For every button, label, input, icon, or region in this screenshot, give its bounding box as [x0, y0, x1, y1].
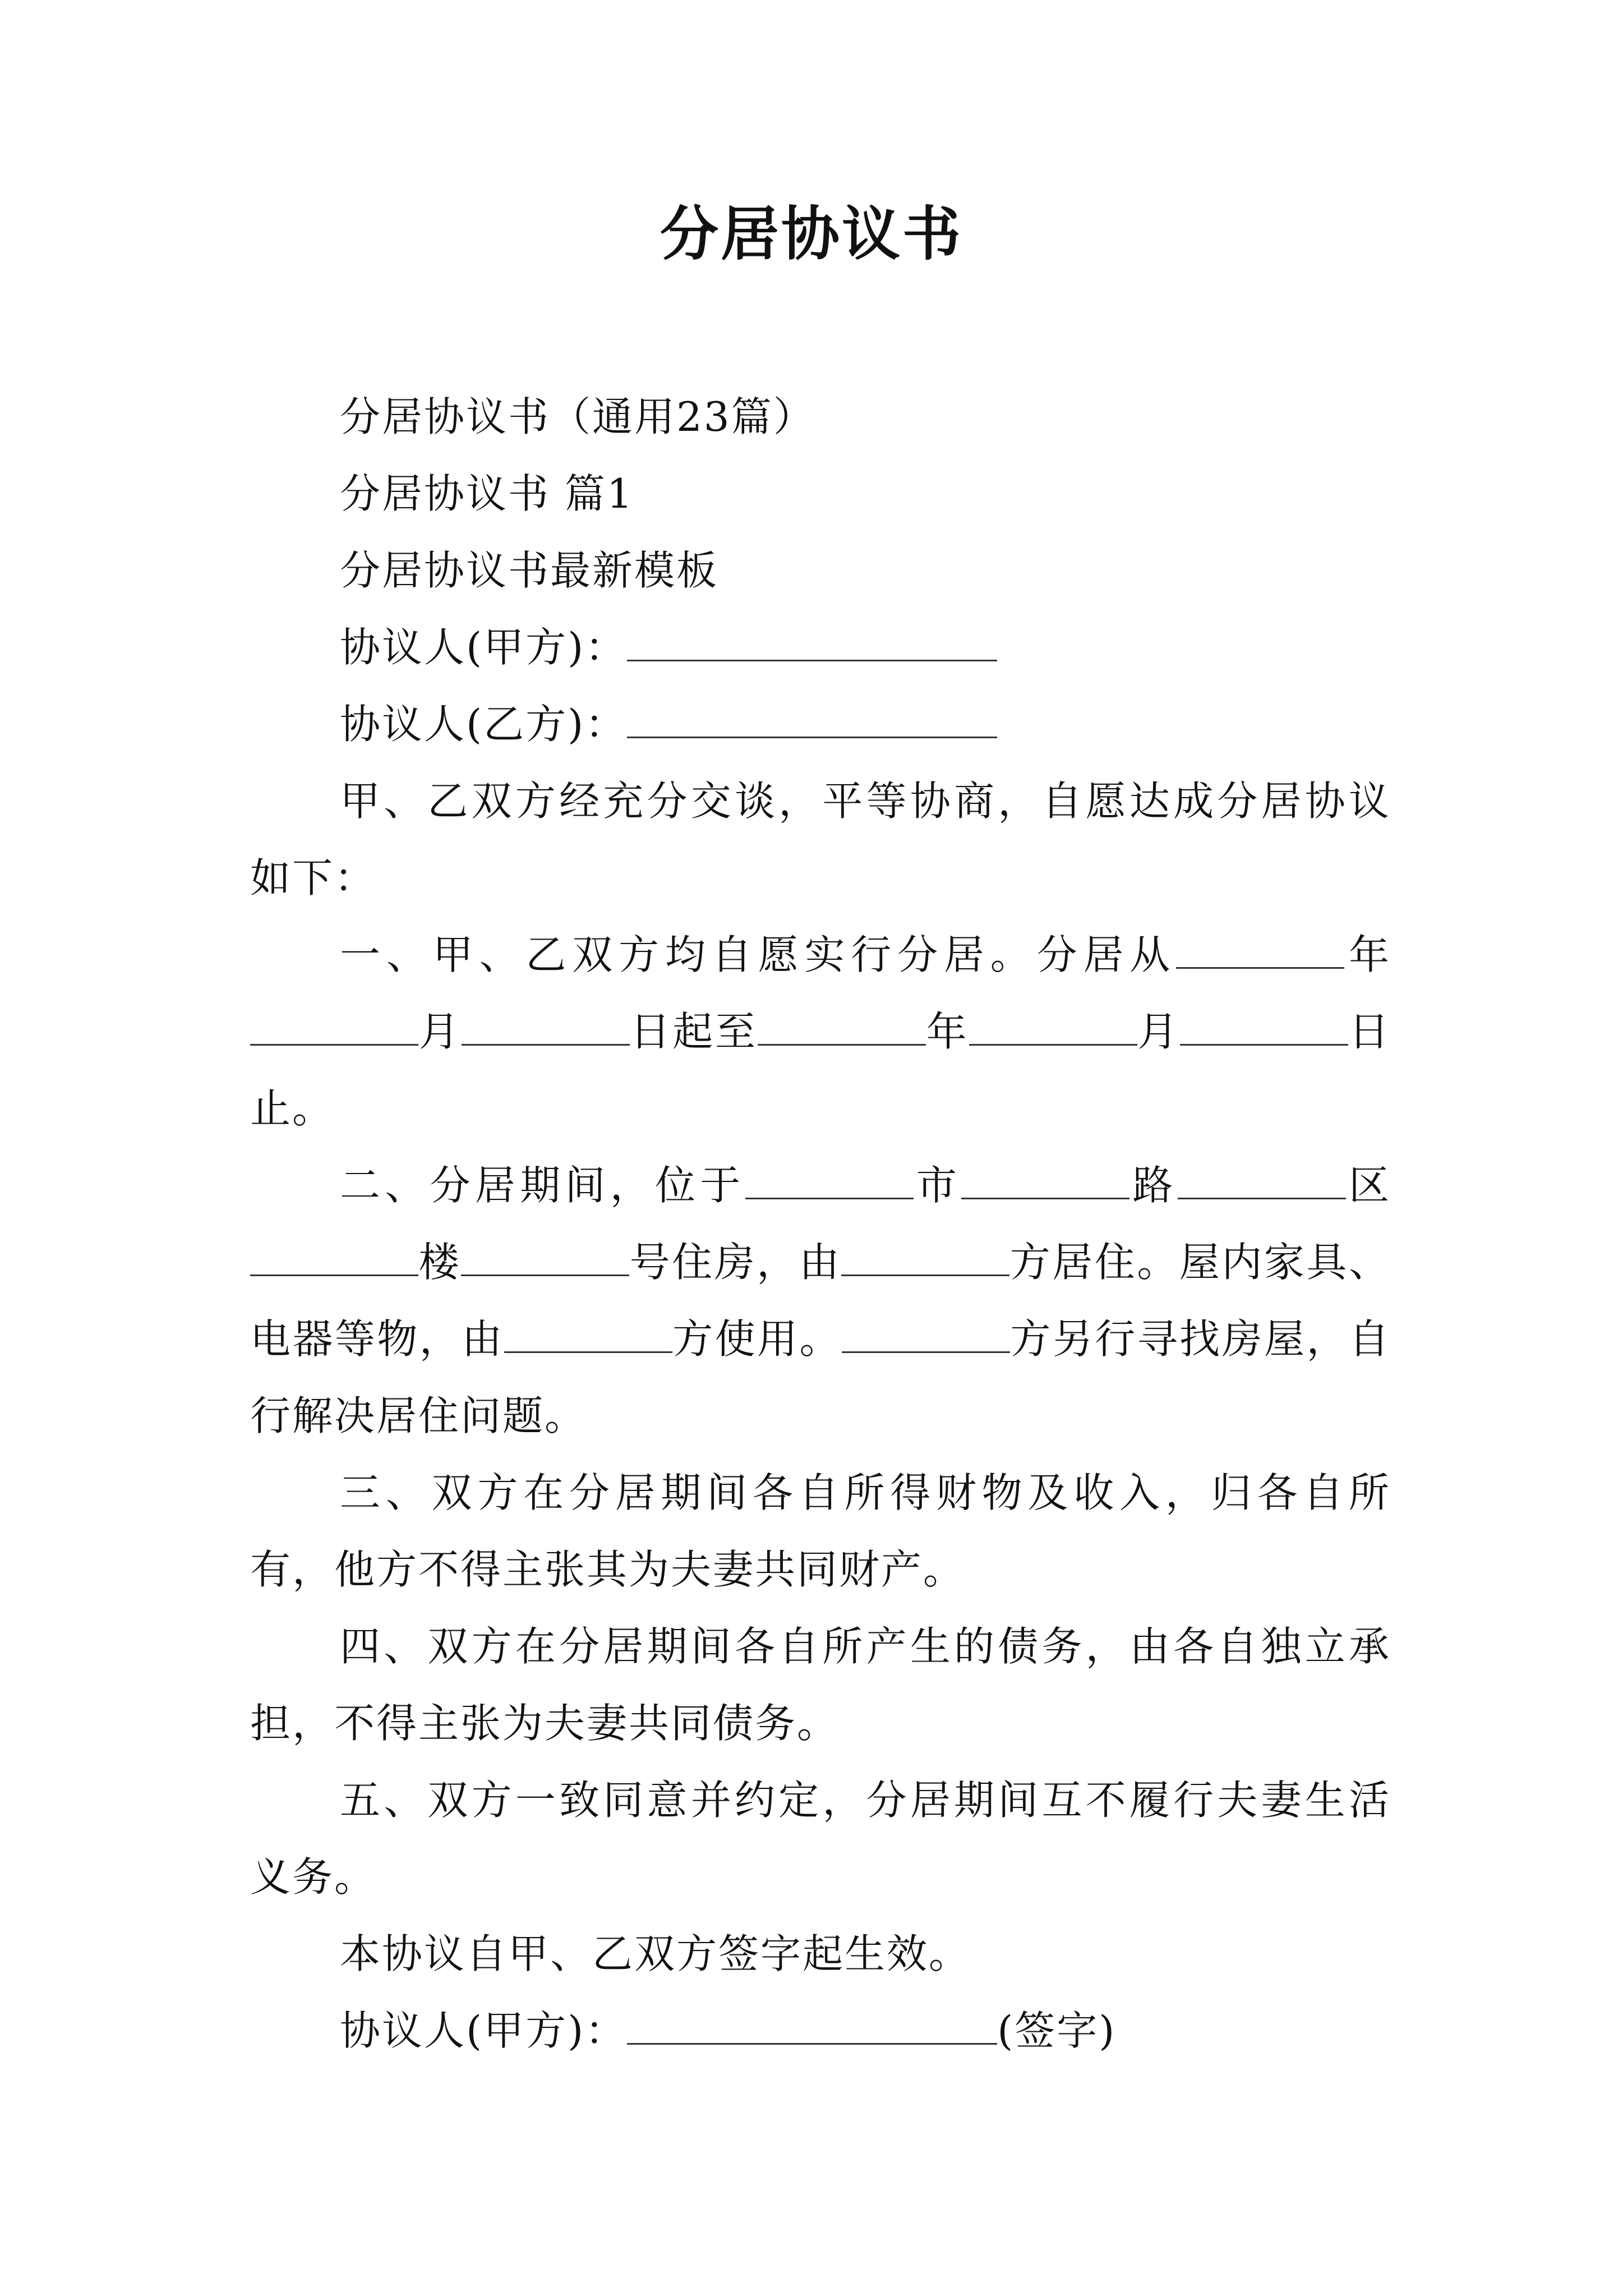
party-a-label: 协议人(甲方)：: [340, 624, 628, 671]
template-text: 分居协议书最新模板: [340, 547, 719, 594]
sign-suffix: (签字): [997, 2007, 1117, 2054]
road-blank[interactable]: [961, 1166, 1129, 1199]
month-label-2: 月: [1137, 1008, 1181, 1055]
user-party-blank[interactable]: [504, 1320, 672, 1353]
party-b-label: 协议人(乙方)：: [340, 701, 628, 748]
moving-party-blank[interactable]: [842, 1320, 1010, 1353]
clause-3-text: 三、双方在分居期间各自所得财物及收入，归各自所有，他方不得主张其为夫妻共同财产。: [250, 1469, 1391, 1593]
subtitle-text: 分居协议书（通用23篇）: [340, 393, 815, 440]
clause-1-text: 一、甲、乙双方均自愿实行分居。分居从: [340, 931, 1177, 978]
subtitle-line: [250, 379, 1391, 455]
resident-label: 方居住。屋内家具、电器等物，由: [250, 1239, 1391, 1363]
day-end-label: 日止。: [250, 1008, 1391, 1132]
effective-text: 本协议自甲、乙双方签字起生效。: [340, 1930, 971, 1977]
city-label: 市: [913, 1162, 962, 1209]
city-blank[interactable]: [745, 1166, 914, 1199]
party-a-line: [250, 609, 1391, 686]
district-blank[interactable]: [1178, 1166, 1346, 1199]
house-blank[interactable]: [461, 1243, 629, 1276]
document-body: [250, 379, 1391, 2069]
sign-a-blank[interactable]: [627, 2012, 997, 2045]
month-label: 月: [418, 1008, 462, 1055]
user-label: 方使用。: [672, 1315, 842, 1363]
district-label: 区: [1345, 1162, 1391, 1209]
building-blank[interactable]: [250, 1243, 418, 1276]
start-day-blank[interactable]: [462, 1013, 630, 1046]
clause-4-text: 四、双方在分居期间各自所产生的债务，由各自独立承担，不得主张为夫妻共同债务。: [250, 1623, 1391, 1747]
clause-5: [250, 1762, 1391, 1916]
start-year-blank[interactable]: [1176, 936, 1344, 969]
clause-1: [250, 917, 1391, 1147]
effective-line: [250, 1916, 1391, 1993]
chapter-line: [250, 455, 1391, 532]
end-year-blank[interactable]: [758, 1013, 926, 1046]
document-title: 分居协议书: [660, 199, 963, 268]
clause-5-text: 五、双方一致同意并约定，分居期间互不履行夫妻生活义务。: [250, 1777, 1391, 1901]
sign-a-label: 协议人(甲方)：: [340, 2007, 628, 2054]
resident-party-blank[interactable]: [841, 1243, 1009, 1276]
clause-2-end: 方另行寻找房屋，自行解决居住问题。: [250, 1315, 1391, 1439]
day-from-label: 日起至: [629, 1008, 758, 1055]
signature-line: [250, 1993, 1391, 2069]
party-b-blank[interactable]: [627, 705, 997, 738]
end-day-blank[interactable]: [1180, 1013, 1348, 1046]
clause-3: [250, 1455, 1391, 1608]
chapter-text: 分居协议书 篇1: [340, 470, 634, 517]
clause-2-text: 二、分居期间，位于: [340, 1162, 745, 1209]
intro-text: 甲、乙双方经充分交谈，平等协商，自愿达成分居协议如下：: [250, 777, 1391, 901]
start-month-blank[interactable]: [250, 1013, 418, 1046]
house-label: 号住房，由: [629, 1239, 842, 1286]
clause-2: [250, 1147, 1391, 1455]
template-line: [250, 532, 1391, 609]
party-b-line: [250, 686, 1391, 763]
road-label: 路: [1129, 1162, 1178, 1209]
clause-4: [250, 1608, 1391, 1762]
intro-paragraph: [250, 763, 1391, 917]
building-label: 楼: [418, 1239, 462, 1286]
year-label: 年: [1344, 931, 1391, 978]
party-a-blank[interactable]: [627, 628, 997, 661]
year-label-2: 年: [925, 1008, 969, 1055]
end-month-blank[interactable]: [969, 1013, 1137, 1046]
